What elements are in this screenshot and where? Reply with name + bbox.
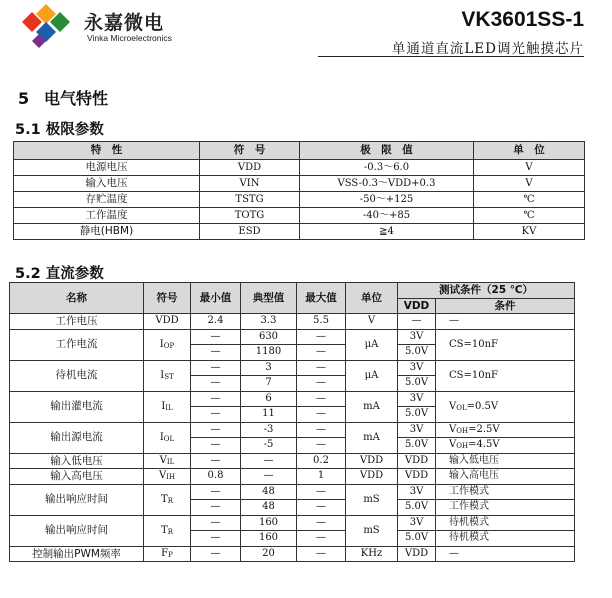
param-unit: μA — [346, 360, 398, 391]
param-limit: -40～+85 — [300, 208, 474, 224]
header-typ: 典型值 — [241, 283, 297, 314]
param-unit: ℃ — [474, 192, 585, 208]
table-row — [10, 484, 575, 500]
table-row — [14, 176, 585, 192]
value-max: — — [297, 360, 346, 376]
value-max: — — [297, 531, 346, 547]
test-vdd: 3V — [398, 515, 436, 531]
vinka-logo — [22, 4, 70, 48]
test-condition: $V_{OL}=0.5V$ — [436, 391, 575, 422]
param-symbol: TSTG — [200, 192, 300, 208]
test-condition: $V_{OH}=4.5V$ — [436, 438, 575, 454]
value-max: — — [297, 422, 346, 438]
abs-max-heading: 5.1 极限参数 — [15, 122, 104, 138]
param-unit: mS — [346, 484, 398, 515]
test-vdd: 3V — [398, 360, 436, 376]
value-max: — — [297, 345, 346, 361]
value-typ: 160 — [241, 531, 297, 547]
param-symbol: $I_{IL}$ — [144, 391, 191, 422]
value-min: — — [191, 484, 241, 500]
value-min: — — [191, 376, 241, 392]
value-min: — — [191, 422, 241, 438]
param-name: 工作电压 — [10, 314, 144, 330]
test-condition: — — [436, 546, 575, 562]
value-max: — — [297, 391, 346, 407]
value-min: — — [191, 407, 241, 423]
value-typ: 7 — [241, 376, 297, 392]
param-symbol: $I_{OL}$ — [144, 422, 191, 453]
param-symbol: VDD — [144, 314, 191, 330]
condition-subscript: OL — [456, 403, 467, 412]
param-name: 工作温度 — [14, 208, 200, 224]
value-max: — — [297, 500, 346, 516]
param-name: 输出灌电流 — [10, 391, 144, 422]
table-row — [10, 453, 575, 469]
table-row — [10, 422, 575, 438]
value-max: — — [297, 376, 346, 392]
param-symbol: $V_{IL}$ — [144, 453, 191, 469]
section-number: 5 — [18, 89, 30, 108]
param-symbol: $T_R$ — [144, 484, 191, 515]
param-limit: ≧4 — [300, 224, 474, 240]
test-vdd: 5.0V — [398, 438, 436, 454]
condition-subscript: OH — [456, 442, 469, 451]
test-vdd: VDD — [398, 546, 436, 562]
param-symbol: $F_P$ — [144, 546, 191, 562]
value-typ: 6 — [241, 391, 297, 407]
value-max: — — [297, 407, 346, 423]
test-vdd: 3V — [398, 484, 436, 500]
param-limit: -50～+125 — [300, 192, 474, 208]
symbol-subscript: R — [167, 496, 173, 505]
value-min: — — [191, 360, 241, 376]
abs-max-header-2: 极 限 值 — [300, 142, 474, 160]
param-unit: KV — [474, 224, 585, 240]
section-heading — [18, 86, 108, 109]
param-name: 存贮温度 — [14, 192, 200, 208]
value-min: — — [191, 438, 241, 454]
value-typ: 3.3 — [241, 314, 297, 330]
value-min: 0.8 — [191, 469, 241, 485]
param-name: 输出源电流 — [10, 422, 144, 453]
table-row — [10, 515, 575, 531]
table-row — [10, 469, 575, 485]
symbol-subscript: P — [168, 550, 173, 559]
param-name: 电源电压 — [14, 160, 200, 176]
abs-max-header-1: 符 号 — [200, 142, 300, 160]
abs-max-table — [13, 141, 585, 240]
value-typ: 20 — [241, 546, 297, 562]
value-typ: 48 — [241, 484, 297, 500]
param-unit: V — [474, 160, 585, 176]
value-max: — — [297, 329, 346, 345]
param-name: 输入电压 — [14, 176, 200, 192]
test-vdd: VDD — [398, 453, 436, 469]
test-condition: 输入高电压 — [436, 469, 575, 485]
value-min: — — [191, 546, 241, 562]
dc-header-row — [10, 283, 575, 299]
abs-max-header-3: 单 位 — [474, 142, 585, 160]
param-name: 输入高电压 — [10, 469, 144, 485]
abs-max-header-0: 特 性 — [14, 142, 200, 160]
test-vdd: 3V — [398, 391, 436, 407]
test-condition: CS=10nF — [436, 329, 575, 360]
value-typ: — — [241, 469, 297, 485]
value-max: — — [297, 484, 346, 500]
header-name: 名称 — [10, 283, 144, 314]
test-vdd: 5.0V — [398, 500, 436, 516]
param-symbol: ESD — [200, 224, 300, 240]
param-symbol: VDD — [200, 160, 300, 176]
param-unit: VDD — [346, 453, 398, 469]
value-typ: 11 — [241, 407, 297, 423]
test-condition: 输入低电压 — [436, 453, 575, 469]
symbol-subscript: IH — [166, 473, 176, 482]
table-row — [14, 192, 585, 208]
value-max: 5.5 — [297, 314, 346, 330]
header-max: 最大值 — [297, 283, 346, 314]
test-vdd: 5.0V — [398, 531, 436, 547]
test-vdd: 3V — [398, 422, 436, 438]
table-row — [10, 329, 575, 345]
test-vdd: 3V — [398, 329, 436, 345]
param-limit: VSS-0.3～VDD+0.3 — [300, 176, 474, 192]
test-vdd: 5.0V — [398, 407, 436, 423]
test-condition: $V_{OH}=2.5V$ — [436, 422, 575, 438]
test-vdd: 5.0V — [398, 376, 436, 392]
value-min: — — [191, 453, 241, 469]
param-unit: ℃ — [474, 208, 585, 224]
param-name: 静电(HBM) — [14, 224, 200, 240]
value-min: — — [191, 345, 241, 361]
header-divider — [318, 56, 584, 57]
value-max: 0.2 — [297, 453, 346, 469]
param-unit: V — [474, 176, 585, 192]
header-condition: 条件 — [436, 298, 575, 314]
param-unit: mA — [346, 422, 398, 453]
value-typ: 630 — [241, 329, 297, 345]
value-typ: — — [241, 453, 297, 469]
dc-params-table — [9, 282, 575, 562]
param-unit: mA — [346, 391, 398, 422]
test-condition: 待机模式 — [436, 531, 575, 547]
param-unit: KHz — [346, 546, 398, 562]
param-symbol: $I_{OP}$ — [144, 329, 191, 360]
header-unit: 单位 — [346, 283, 398, 314]
table-row — [10, 546, 575, 562]
value-max: — — [297, 438, 346, 454]
param-symbol: $V_{IH}$ — [144, 469, 191, 485]
symbol-subscript: IL — [166, 457, 175, 466]
table-row — [10, 314, 575, 330]
param-name: 输入低电压 — [10, 453, 144, 469]
value-min: — — [191, 391, 241, 407]
value-max: 1 — [297, 469, 346, 485]
param-name: 输出响应时间 — [10, 484, 144, 515]
value-min: 2.4 — [191, 314, 241, 330]
abs-max-header-row — [14, 142, 585, 160]
test-vdd: VDD — [398, 469, 436, 485]
value-typ: 1180 — [241, 345, 297, 361]
value-typ: -5 — [241, 438, 297, 454]
symbol-subscript: OL — [163, 434, 175, 443]
param-unit: VDD — [346, 469, 398, 485]
param-name: 待机电流 — [10, 360, 144, 391]
table-row — [10, 360, 575, 376]
param-name: 工作电流 — [10, 329, 144, 360]
table-row — [14, 208, 585, 224]
value-typ: -3 — [241, 422, 297, 438]
value-typ: 160 — [241, 515, 297, 531]
symbol-subscript: R — [167, 527, 173, 536]
dc-params-heading: 5.2 直流参数 — [15, 266, 104, 282]
param-name: 输出响应时间 — [10, 515, 144, 546]
value-typ: 3 — [241, 360, 297, 376]
table-row — [14, 160, 585, 176]
value-min: — — [191, 500, 241, 516]
param-unit: μA — [346, 329, 398, 360]
symbol-subscript: OP — [163, 341, 175, 350]
param-limit: -0.3～6.0 — [300, 160, 474, 176]
table-row — [14, 224, 585, 240]
test-vdd: 5.0V — [398, 345, 436, 361]
header-test-conditions: 测试条件（25 ℃） — [398, 283, 575, 299]
part-number: VK3601SS-1 — [461, 8, 584, 31]
param-name: 控制输出PWM频率 — [10, 546, 144, 562]
param-symbol: VIN — [200, 176, 300, 192]
header-min: 最小值 — [191, 283, 241, 314]
value-typ: 48 — [241, 500, 297, 516]
header-symbol: 符号 — [144, 283, 191, 314]
section-title: 电气特性 — [44, 89, 109, 108]
value-max: — — [297, 546, 346, 562]
param-symbol: $I_{ST}$ — [144, 360, 191, 391]
part-description: 单通道直流LED调光触摸芯片 — [391, 41, 584, 57]
test-condition: — — [436, 314, 575, 330]
param-symbol: $T_R$ — [144, 515, 191, 546]
test-condition: 工作模式 — [436, 484, 575, 500]
test-condition: CS=10nF — [436, 360, 575, 391]
test-vdd: — — [398, 314, 436, 330]
brand-name-en: Vinka Microelectronics — [87, 33, 172, 43]
header-vdd: VDD — [398, 298, 436, 314]
brand-name-cn: 永嘉微电 — [84, 12, 165, 34]
symbol-subscript: IL — [165, 403, 173, 412]
table-row — [10, 391, 575, 407]
param-unit: V — [346, 314, 398, 330]
value-min: — — [191, 515, 241, 531]
test-condition: 待机模式 — [436, 515, 575, 531]
value-min: — — [191, 329, 241, 345]
value-max: — — [297, 515, 346, 531]
param-symbol: TOTG — [200, 208, 300, 224]
param-unit: mS — [346, 515, 398, 546]
value-min: — — [191, 531, 241, 547]
condition-subscript: OH — [456, 426, 469, 435]
test-condition: 工作模式 — [436, 500, 575, 516]
symbol-subscript: ST — [164, 372, 174, 381]
